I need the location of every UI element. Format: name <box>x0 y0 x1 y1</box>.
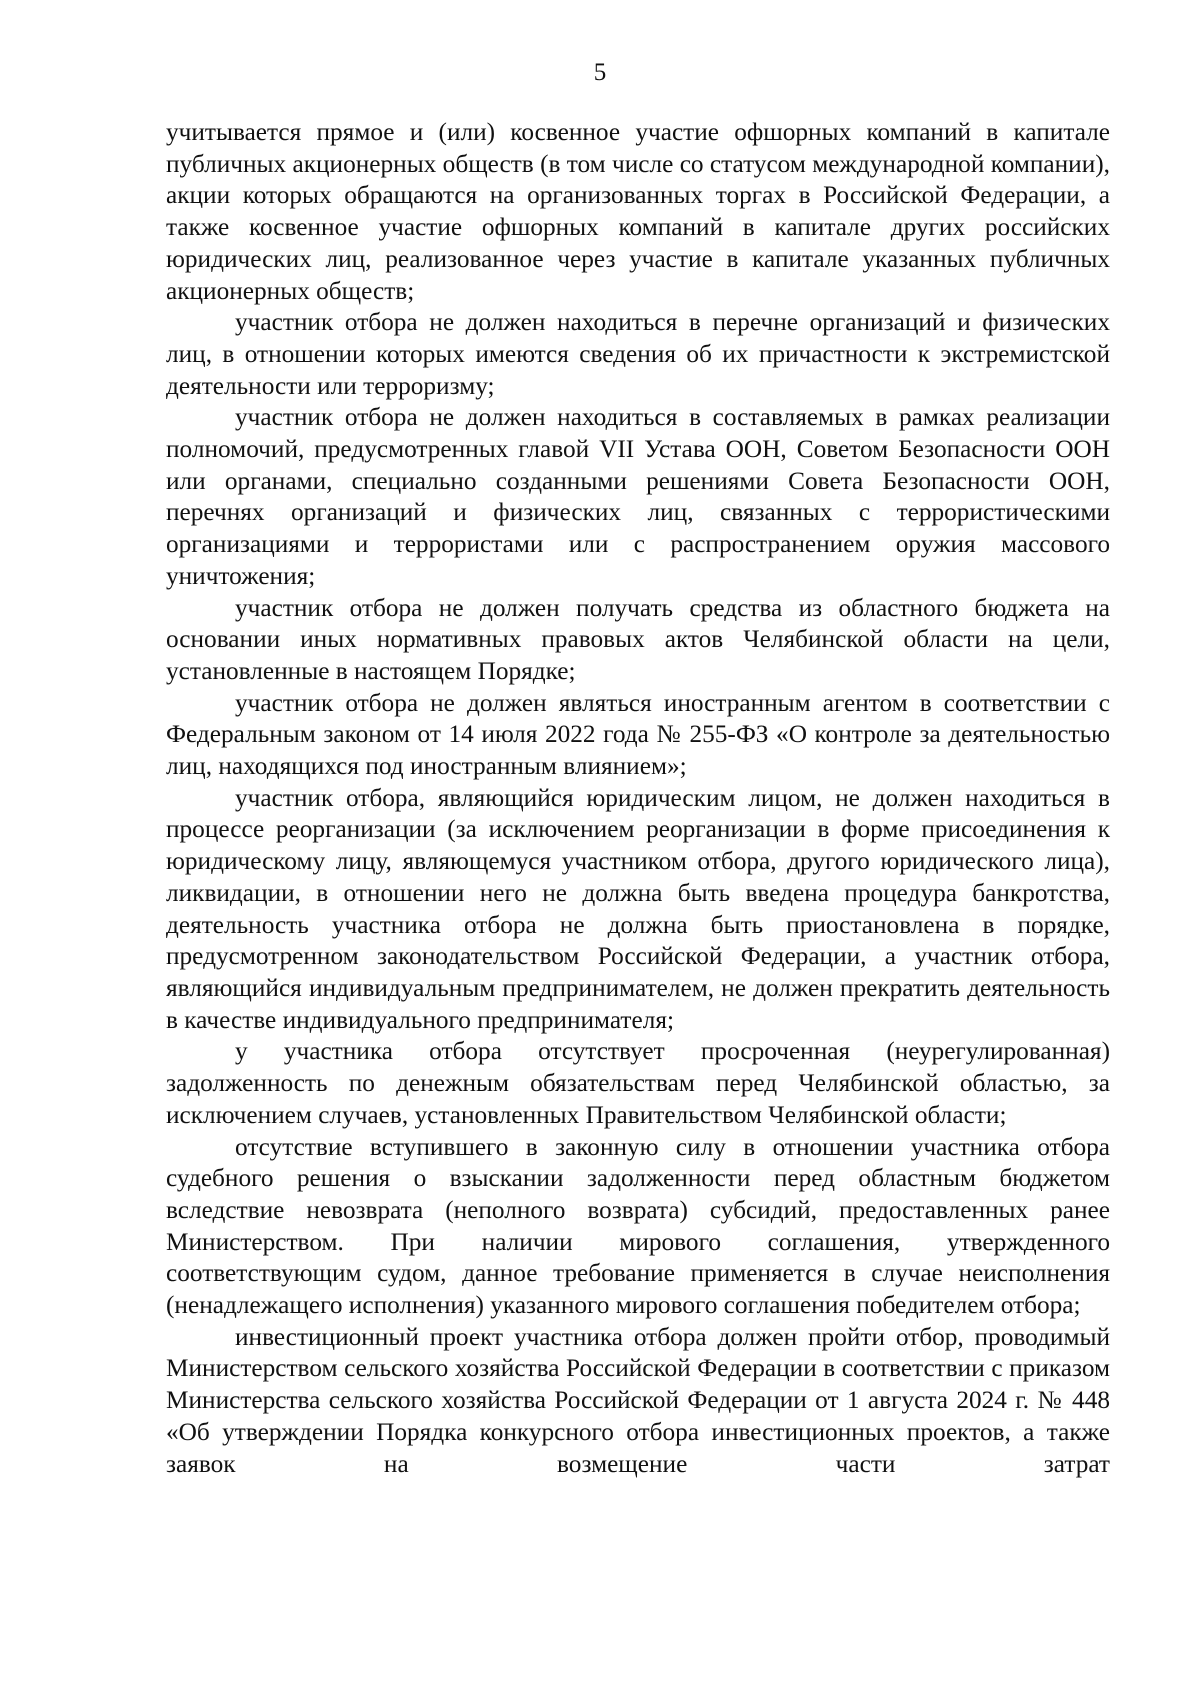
document-body <box>166 117 1110 1480</box>
paragraph-overdue-debt: у участника отбора отсутствует просроченная (неурегулированная) задолженность по денежным обязательствам перед Челябинской областью, за исключением случаев, установленных Правительством Челябинской области; <box>166 1037 1110 1129</box>
paragraph-regional-budget-funds: участник отбора не должен получать средства из областного бюджета на основании иных нормативных правовых актов Челябинской области на цели, установленные в настоящем Порядке; <box>166 593 1110 685</box>
paragraph-offshore-participation: учитывается прямое и (или) косвенное участие офшорных компаний в капитале публичных акционерных обществ (в том числе со статусом международной компании), акции которых обращаются на организованных торгах в Российской Федерации, а также косвенное участие офшорных компаний в капитале других российских юридических лиц, реализованное через участие в капитале указанных публичных акционерных обществ; <box>166 118 1110 305</box>
paragraph-extremism-list: участник отбора не должен находиться в перечне организаций и физических лиц, в отношении которых имеются сведения об их причастности к экстремистской деятельности или терроризму; <box>166 308 1110 400</box>
paragraph-investment-project: инвестиционный проект участника отбора должен пройти отбор, проводимый Министерством сельского хозяйства Российской Федерации в соответствии с приказом Министерства сельского хозяйства Российской Федерации от 1 августа 2024 г. № 448 «Об утверждении Порядка конкурсного отбора инвестиционных проектов, а также заявок на возмещение части затрат <box>166 1322 1110 1478</box>
paragraph-foreign-agent: участник отбора не должен являться иностранным агентом в соответствии с Федеральным законом от 14 июля 2022 года № 255-ФЗ «О контроле за деятельностью лиц, находящихся под иностранным влиянием»; <box>166 688 1110 781</box>
paragraph-un-security-council-lists: участник отбора не должен находиться в составляемых в рамках реализации полномочий, предусмотренных главой VII Устава ООН, Советом Безопасности ООН или органами, специально созданными решениями Совета Безопасности ООН, перечнях организаций и физических лиц, связанных с террористическими организациями и террористами или с распространением оружия массового уничтожения; <box>166 403 1110 590</box>
paragraph-reorganization-liquidation: участник отбора, являющийся юридическим лицом, не должен находиться в процессе реорганизации (за исключением реорганизации в форме присоединения к юридическому лицу, являющемуся участником отбора, другого юридического лица), ликвидации, в отношении него не должна быть введена процедура банкротства, деятельность участника отбора не должна быть приостановлена в порядке, предусмотренном законодательством Российской Федерации, а участник отбора, являющийся индивидуальным предпринимателем, не должен прекратить деятельность в качестве индивидуального предпринимателя; <box>166 783 1110 1034</box>
paragraph-court-decision: отсутствие вступившего в законную силу в отношении участника отбора судебного решения о взыскании задолженности перед областным бюджетом вследствие невозврата (неполного возврата) субсидий, предоставленных ранее Министерством. При наличии мирового соглашения, утвержденного соответствующим судом, данное требование применяется в случае неисполнения (ненадлежащего исполнения) указанного мирового соглашения победителем отбора; <box>166 1132 1110 1320</box>
page-number: 5 <box>593 59 607 86</box>
